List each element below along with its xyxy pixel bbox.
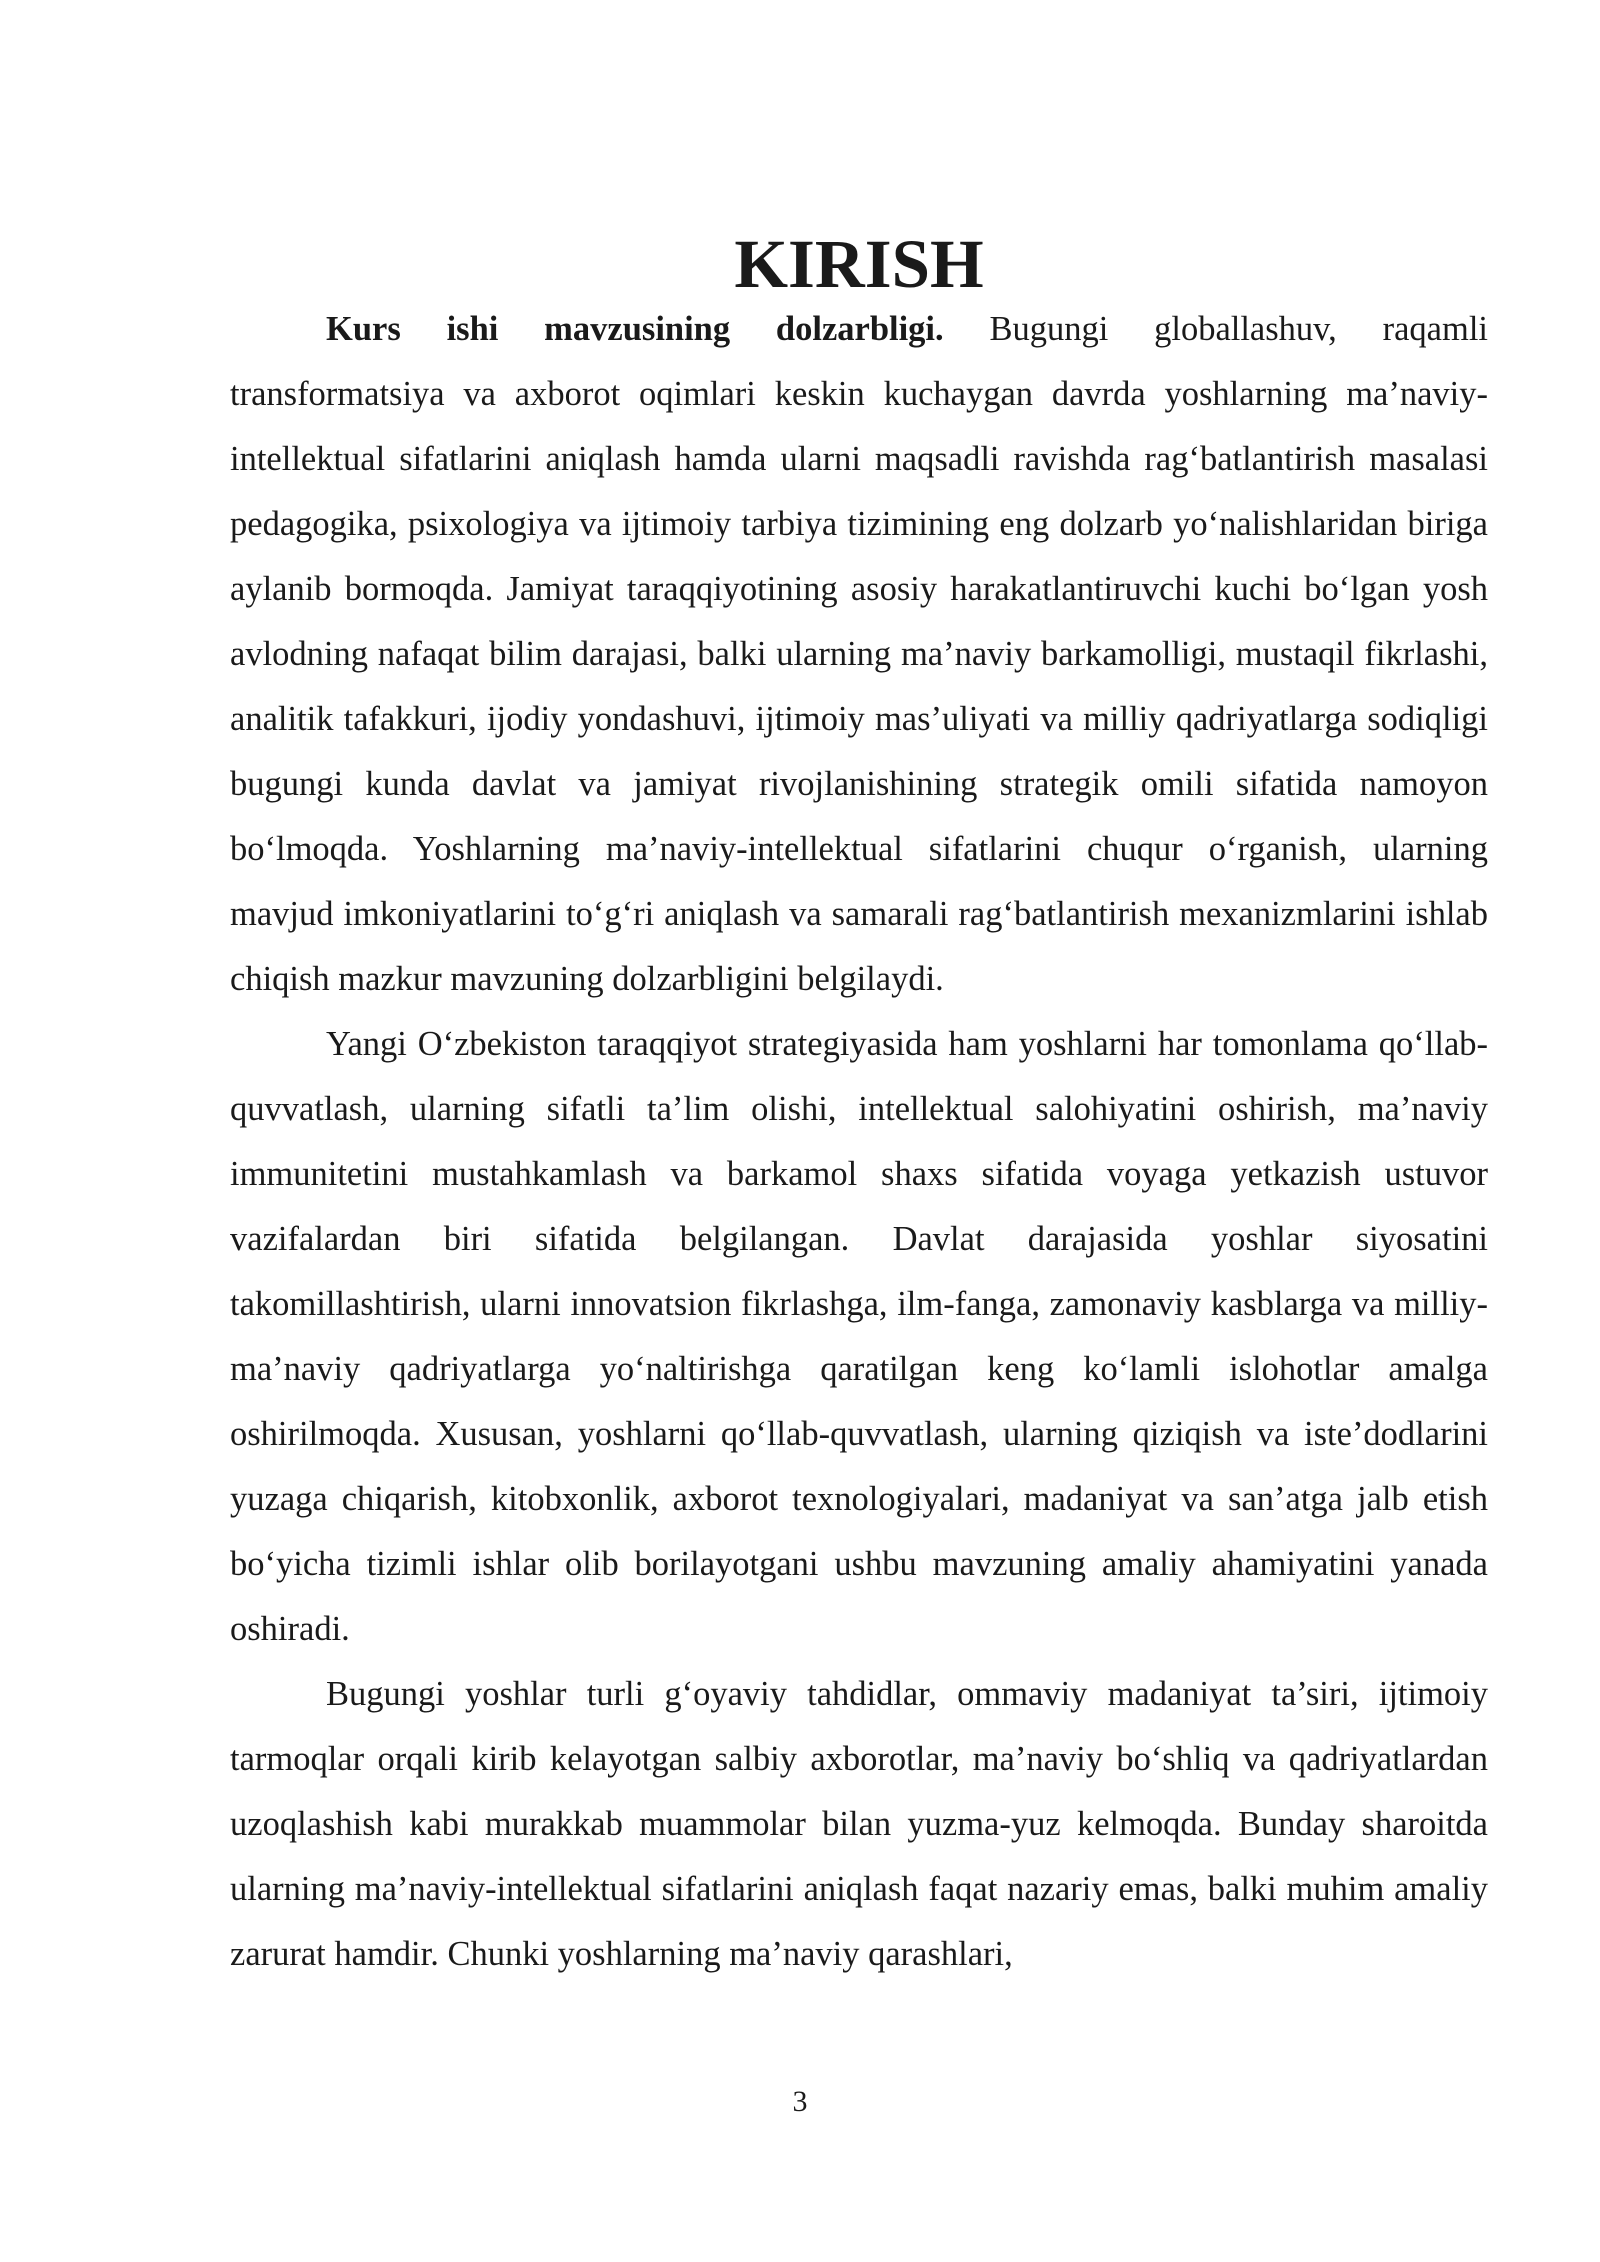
paragraph-lead-bold: Kurs ishi mavzusining dolzarbligi. — [326, 310, 944, 348]
page-number: 3 — [792, 2085, 808, 2118]
paragraph-body: Bugungi globallashuv, raqamli transformatsiya va axborot oqimlari keskin kuchaygan davrda yoshlarning ma’naviy-intellektual sifatlarini aniqlash hamda ularni maqsadli ravishda rag‘batlantirish masalasi pedagogika, psixologiya va ijtimoiy tarbiya tizimining eng dolzarb yo‘nalishlaridan biriga aylanib bormoqda. Jamiyat taraqqiyotining asosiy harakatlantiruvchi kuchi bo‘lgan yosh avlodning nafaqat bilim darajasi, balki ularning ma’naviy barkamolligi, mustaqil fikrlashi, analitik tafakkuri, ijodiy yondashuvi, ijtimoiy mas’uliyati va milliy qadriyatlarga sodiqligi bugungi kunda davlat va jamiyat rivojlanishining strategik omili sifatida namoyon bo‘lmoqda. Yoshlarning ma’naviy-intellektual sifatlarini chuqur o‘rganish, ularning mavjud imkoniyatlarini to‘g‘ri aniqlash va samarali rag‘batlantirish mexanizmlarini ishlab chiqish mazkur mavzuning dolzarbligini belgilaydi. — [230, 310, 1488, 998]
paragraph-challenges: Bugungi yoshlar turli g‘oyaviy tahdidlar, ommaviy madaniyat ta’siri, ijtimoiy tarmoqlar orqali kirib kelayotgan salbiy axborotlar, ma’naviy bo‘shliq va qadriyatlardan uzoqlashish kabi murakkab muammolar bilan yuzma-yuz kelmoqda. Bunday sharoitda ularning ma’naviy-intellektual sifatlarini aniqlash faqat nazariy emas, balki muhim amaliy zarurat hamdir. Chunki yoshlarning ma’naviy qarashlari, — [230, 1675, 1488, 1973]
paragraph-strategy: Yangi O‘zbekiston taraqqiyot strategiyasida ham yoshlarni har tomonlama qo‘llab-quvvatlash, ularning sifatli ta’lim olishi, intellektual salohiyatini oshirish, ma’naviy immunitetini mustahkamlash va barkamol shaxs sifatida voyaga yetkazish ustuvor vazifalardan biri sifatida belgilangan. Davlat darajasida yoshlar siyosatini takomillashtirish, ularni innovatsion fikrlashga, ilm-fanga, zamonaviy kasblarga va milliy-ma’naviy qadriyatlarga yo‘naltirishga qaratilgan keng ko‘lamli islohotlar amalga oshirilmoqda. Xususan, yoshlarni qo‘llab-quvvatlash, ularning qiziqish va iste’dodlarini yuzaga chiqarish, kitobxonlik, axborot texnologiyalari, madaniyat va san’atga jalb etish bo‘yicha tizimli ishlar olib borilayotgani ushbu mavzuning amaliy ahamiyatini yanada oshiradi. — [230, 1025, 1488, 1648]
page-content — [230, 226, 1488, 1987]
paragraph-relevance — [230, 297, 1488, 1012]
section-heading: KIRISH — [734, 226, 984, 302]
